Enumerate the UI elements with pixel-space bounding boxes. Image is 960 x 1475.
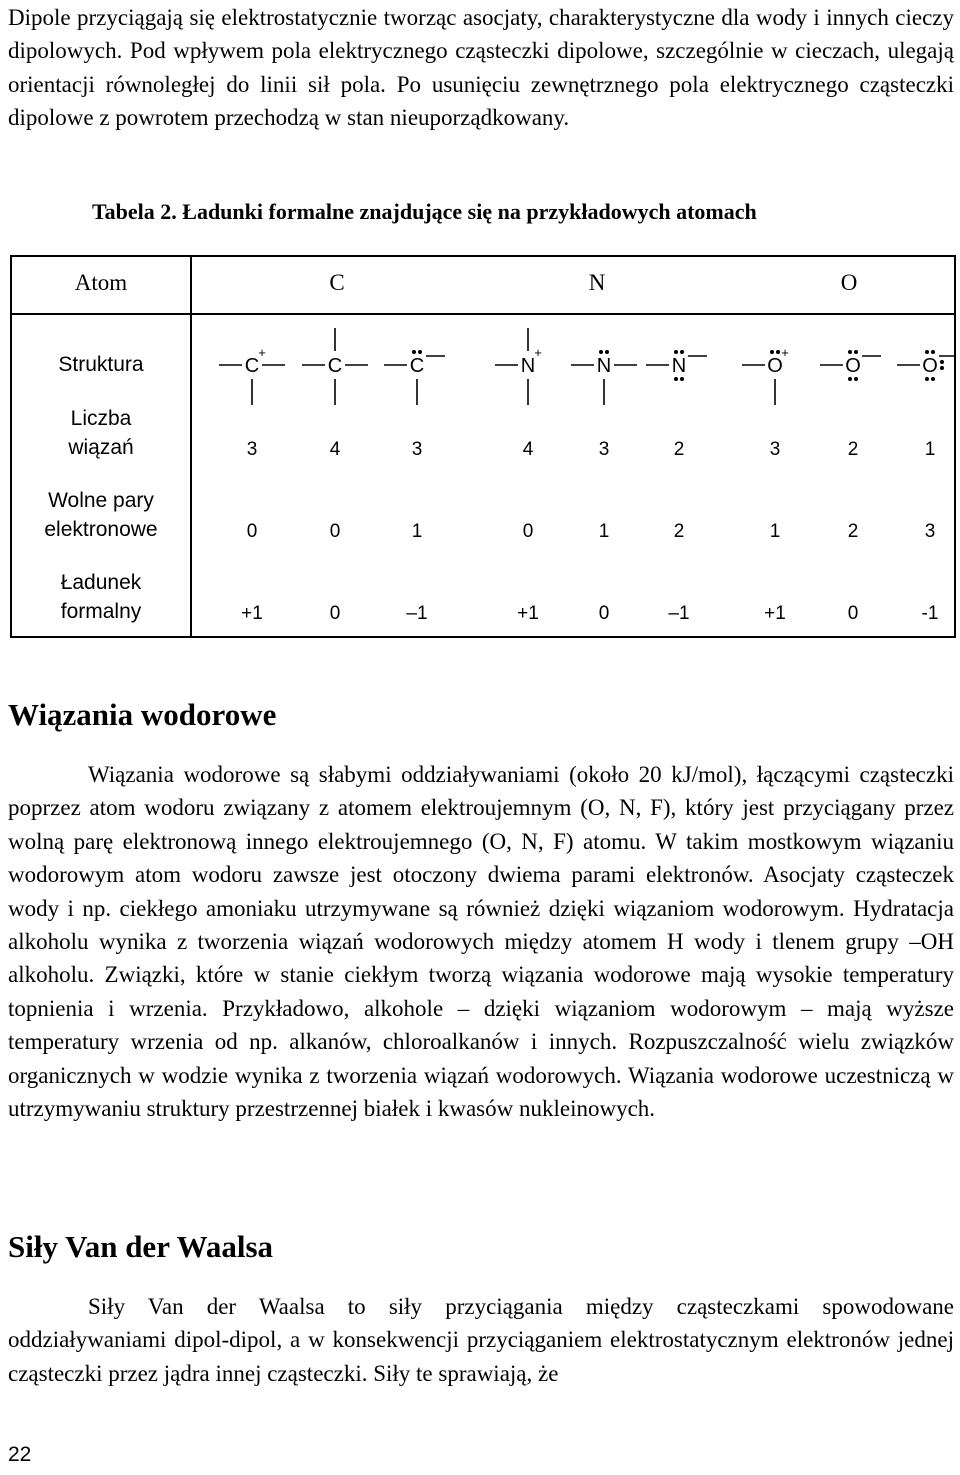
section-title-hydrogen-bonds: Wiązania wodorowe (8, 697, 277, 732)
electron-dot (680, 377, 684, 381)
electron-dot (605, 350, 609, 354)
lone-pairs-value: 0 (329, 521, 341, 542)
formal-charge-value: –1 (668, 603, 690, 624)
charge-sign: + (258, 345, 266, 360)
bonds-value: 2 (673, 439, 685, 460)
row-label-structure: Struktura (58, 353, 144, 376)
row-label-formal-charge: Ładunek formalny (60, 571, 142, 623)
atom-symbol: O (767, 355, 783, 377)
electron-dot (770, 350, 774, 354)
formal-charge-value: +1 (517, 603, 539, 624)
lone-pairs-value: 2 (847, 521, 859, 542)
bonds-value: 3 (246, 439, 258, 460)
row-label-lone-pairs: Wolne pary elektronowe (44, 489, 158, 541)
electron-dot (418, 350, 422, 354)
van-der-waals-paragraph: Siły Van der Waalsa to siły przyciągania między cząsteczkami spowodowane oddziaływaniami dipol-dipol, a w konsekwencji przyciąganiem elektrostatycznym elektronów jednej cząsteczki przez jądra innej cząsteczki. Siły te sprawiają, że (8, 1294, 954, 1386)
electron-dot (854, 377, 858, 381)
formal-charge-value: 0 (329, 603, 341, 624)
atom-symbol: C (409, 355, 425, 377)
bonds-value: 4 (329, 439, 341, 460)
bonds-value: 3 (769, 439, 781, 460)
atom-symbol: O (922, 355, 938, 377)
electron-dot (931, 377, 935, 381)
charge-sign: + (534, 345, 542, 360)
lone-pairs-value: 1 (598, 521, 610, 542)
electron-dot (925, 377, 929, 381)
electron-dot (931, 350, 935, 354)
lone-pairs-value: 0 (246, 521, 258, 542)
atom-symbol: O (845, 355, 861, 377)
bonds-value: 3 (598, 439, 610, 460)
lone-pairs-value: 2 (673, 521, 685, 542)
atom-symbol: C (244, 355, 260, 377)
formal-charge-table (10, 255, 956, 638)
page-number: 22 (8, 1443, 32, 1466)
electron-dot (599, 350, 603, 354)
electron-dot (940, 360, 944, 364)
formal-charge-value: 0 (847, 603, 859, 624)
lewis-structures (12, 257, 954, 417)
atom-symbol: N (520, 355, 536, 377)
lone-pairs-value: 3 (924, 521, 936, 542)
formal-charge-value: –1 (406, 603, 428, 624)
atom-symbol: N (671, 355, 687, 377)
formal-charge-value: +1 (764, 603, 786, 624)
header-atom: Atom (74, 270, 128, 295)
electron-dot (412, 350, 416, 354)
bonds-value: 2 (847, 439, 859, 460)
hydrogen-bonds-paragraph: Wiązania wodorowe są słabymi oddziaływaniami (około 20 kJ/mol), łączącymi cząsteczki poprzez atom wodoru związany z atomem elektroujemnym (O, N, F), który jest przyciągany przez wolną parę elektronową innego elektroujemnego (O, N, F) atomu. W takim mostkowym wiązaniu wodorowym atom wodoru zawsze jest otoczony dwiema parami elektronów. Asocjaty cząsteczek wody i np. ciekłego amoniaku utrzymywane są również dzięki wiązaniom wodorowym. Hydratacja alkoholu wynika z tworzenia wiązań wodorowych między atomem H wody i tlenem grupy –OH alkoholu. Związki, które w stanie ciekłym tworzą wiązania wodorowe mają wysokie temperatury topnienia i wrzenia. Przykładowo, alkohole – dzięki wiązaniom wodorowym – mają wyższe temperatury wrzenia od np. alkanów, chloroalkanów i innych. Rozpuszczalność wielu związków organicznych w wodzie wynika z tworzenia wiązań wodorowych. Wiązania wodorowe uczestniczą w utrzymywaniu struktury przestrzennej białek i kwasów nukleinowych. (8, 762, 954, 1122)
electron-dot (854, 350, 858, 354)
electron-dot (776, 350, 780, 354)
lone-pairs-value: 1 (411, 521, 423, 542)
atom-symbol: N (596, 355, 612, 377)
formal-charge-value: -1 (921, 603, 939, 624)
electron-dot (925, 350, 929, 354)
header-oxygen: O (840, 270, 858, 295)
formal-charge-value: +1 (241, 603, 263, 624)
electron-dot (674, 377, 678, 381)
electron-dot (680, 350, 684, 354)
lone-pairs-value: 1 (769, 521, 781, 542)
header-nitrogen: N (588, 270, 606, 295)
table-caption: Tabela 2. Ładunki formalne znajdujące się na przykładowych atomach (92, 199, 757, 224)
atom-symbol: C (327, 355, 343, 377)
intro-paragraph: Dipole przyciągają się elektrostatycznie tworząc asocjaty, charakterystyczne dla wody i innych cieczy dipolowych. Pod wpływem pola elektrycznego cząsteczki dipolowe, szczególnie w cieczach, ulegają orientacji równoległej do linii sił pola. Po usunięciu zewnętrznego pola elektrycznego cząsteczki dipolowe z powrotem przechodzą w stan nieuporządkowany. (8, 5, 954, 131)
charge-sign: + (781, 345, 789, 360)
bonds-value: 1 (924, 439, 936, 460)
electron-dot (674, 350, 678, 354)
section-title-van-der-waals: Siły Van der Waalsa (8, 1229, 274, 1264)
lone-pairs-value: 0 (522, 521, 534, 542)
row-label-bonds: Liczba wiązań (68, 407, 134, 459)
bonds-value: 3 (411, 439, 423, 460)
bonds-value: 4 (522, 439, 534, 460)
electron-dot (848, 377, 852, 381)
header-carbon: C (329, 270, 345, 295)
formal-charge-value: 0 (598, 603, 610, 624)
electron-dot (848, 350, 852, 354)
electron-dot (940, 366, 944, 370)
